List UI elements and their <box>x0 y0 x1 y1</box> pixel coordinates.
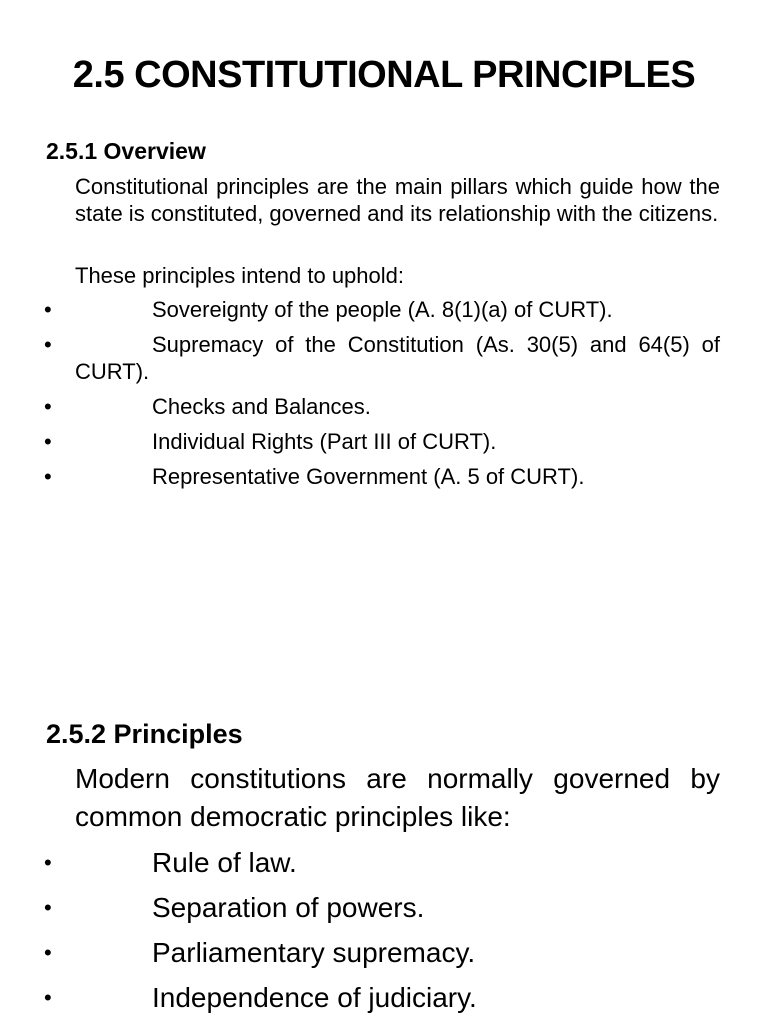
overview-intro: These principles intend to uphold: <box>75 263 404 288</box>
list-item <box>0 889 768 927</box>
bullet-icon: • <box>44 850 52 875</box>
list-item <box>0 844 768 882</box>
list-item-text: Independence of judiciary. <box>152 982 477 1013</box>
principles-bullet-list <box>0 844 768 1024</box>
list-item-text: Individual Rights (Part III of CURT). <box>152 429 497 454</box>
list-item-text: Rule of law. <box>152 847 297 878</box>
bullet-icon: • <box>44 394 52 419</box>
list-item-text: Parliamentary supremacy. <box>152 937 476 968</box>
bullet-icon: • <box>44 429 52 454</box>
page-title: 2.5 CONSTITUTIONAL PRINCIPLES <box>72 54 696 96</box>
list-item <box>0 463 768 490</box>
principles-heading: 2.5.2 Principles <box>46 719 243 749</box>
list-item <box>0 393 768 420</box>
principles-paragraph: Modern constitutions are normally governed by common democratic principles like: <box>75 763 720 832</box>
bullet-icon: • <box>44 985 52 1010</box>
list-item <box>0 979 768 1017</box>
list-item-text: Representative Government (A. 5 of CURT). <box>152 464 585 489</box>
list-item <box>0 296 768 323</box>
overview-paragraph: Constitutional principles are the main pillars which guide how the state is constituted, governed and its relationship with the citizens. <box>75 174 720 226</box>
list-item <box>0 428 768 455</box>
list-item <box>0 934 768 972</box>
list-item-text: Sovereignty of the people (A. 8(1)(a) of CURT). <box>152 297 613 322</box>
overview-heading: 2.5.1 Overview <box>46 138 206 164</box>
bullet-icon: • <box>44 297 52 322</box>
bullet-icon: • <box>44 332 52 357</box>
bullet-icon: • <box>44 464 52 489</box>
overview-bullet-list <box>0 296 768 498</box>
list-item-text: Checks and Balances. <box>152 394 371 419</box>
list-item <box>0 331 768 385</box>
list-item-text: Separation of powers. <box>152 892 425 923</box>
bullet-icon: • <box>44 895 52 920</box>
bullet-icon: • <box>44 940 52 965</box>
list-item-text: Supremacy of the Constitution (As. 30(5) and 64(5) of CURT). <box>75 332 720 384</box>
